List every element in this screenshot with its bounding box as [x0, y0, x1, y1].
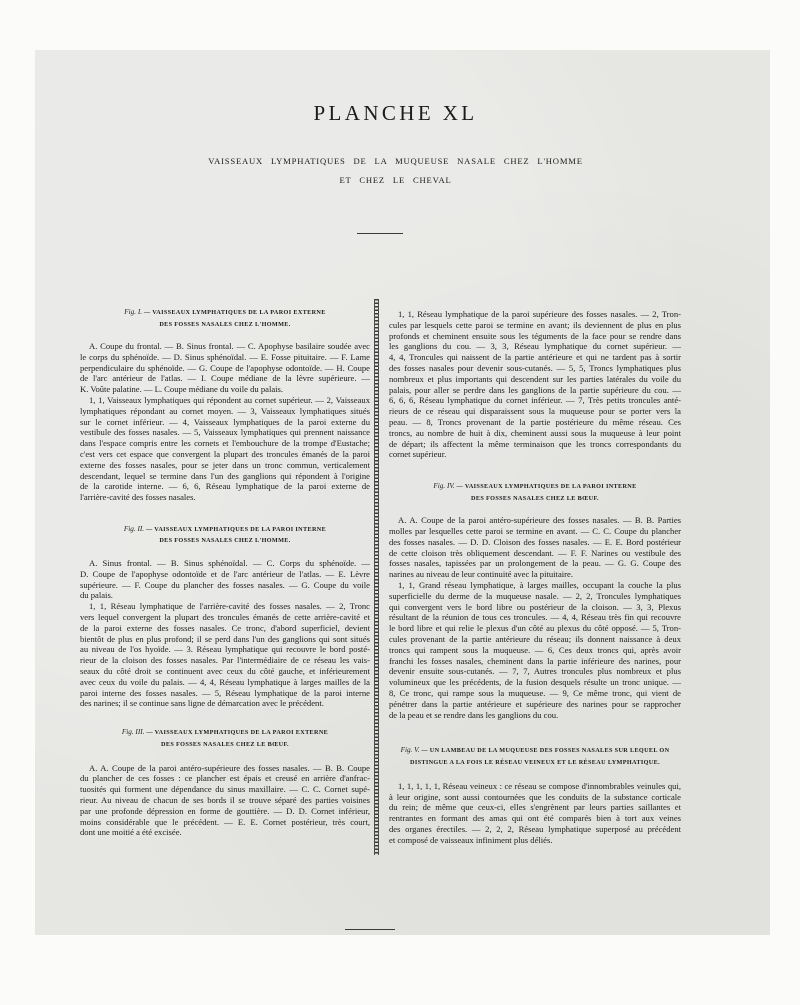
figure-label: Fig. V.	[400, 746, 420, 755]
text-line: superficielle du derme de la muqueuse nasale. — 2, 2, Troncules lymphatiques	[389, 590, 681, 601]
text-line: palais, pour aller se perdre dans les ganglions de la partie supérieure du cou. —	[389, 384, 681, 395]
figure-heading-fig-2	[80, 524, 370, 547]
left-column	[80, 307, 370, 838]
heading-text: — UN LAMBEAU DE LA MUQUEUSE DES FOSSES NASALES SUR LEQUEL ON	[421, 747, 670, 755]
text-line: A. Coupe du frontal. — B. Sinus frontal. — C. Apophyse basilaire soudée avec	[89, 341, 370, 351]
text-line: vers lequel convergent la plupart des troncules émanés de cette arrière-cavité et	[80, 611, 370, 622]
text-line: devenir ensuite sous-cutanés. — 7, 7, Autres troncules plus nombreux et plus	[389, 666, 681, 677]
text-line: rieur de la cloison des fosses nasales. Par l'intermédiaire de ce réseau les vais-	[80, 655, 370, 666]
text-line: troncs, au nombre de huit à dix, cheminent aussi sous la muqueuse à leur point	[389, 427, 681, 438]
figure-label: Fig. I.	[124, 308, 143, 316]
text-line: molles par lesquelles cette paroi se termine en avant. — C. C. Coupe du plancher	[389, 525, 681, 536]
text-line: narines au niveau de leur continuité avec la pituitaire.	[389, 569, 573, 580]
footer-rule	[345, 929, 395, 930]
heading-line	[389, 745, 681, 757]
heading-text: — VAISSEAUX LYMPHATIQUES DE LA PAROI EXTERNE	[143, 309, 326, 316]
text-line: c'est vers cet espace que convergent la plupart des troncules émanés de la paroi	[80, 448, 370, 459]
legend-paragraph	[80, 601, 370, 709]
text-line: de la carotide interne. — 6, 6, Réseau lymphatique de la paroi externe de	[80, 481, 370, 492]
legend-paragraph	[389, 515, 681, 580]
text-line: vestibule des fosses nasales. — 5, Vaisseaux lymphatiques qui prennent naissance	[80, 427, 370, 438]
text-line: paroi interne des fosses nasales. — 5, Réseau lymphatique de la paroi interne	[80, 687, 370, 698]
text-line: dont une moitié a été excisée.	[80, 827, 182, 838]
text-line: moins considérable que le précédent. — E. E. Cornet postérieur, très court,	[80, 816, 370, 827]
plate-subtitle	[0, 152, 791, 190]
text-line: et composé de vaisseaux infiniment plus déliés.	[389, 834, 553, 845]
text-line: les ganglions du cou. — 3, 3, Réseau lymphatique du cornet supérieur. —	[389, 341, 681, 352]
legend-paragraph	[389, 580, 681, 720]
text-line: perpendiculaire du sphénoïde. — G. Coupe de l'apophyse odontoïde. — H. Coupe	[80, 362, 370, 373]
text-line: 1, 1, Réseau lymphatique de la paroi supérieure des fosses nasales. — 2, Tron-	[398, 309, 681, 319]
figure-heading-fig-5	[389, 745, 681, 768]
subtitle-line: VAISSEAUX LYMPHATIQUES DE LA MUQUEUSE NASALE CHEZ L'HOMME	[208, 156, 583, 166]
column-divider-ornament	[374, 299, 379, 855]
text-line: des organes érectiles. — 2, 2, 2, Réseau lymphatique superposé au précédent	[389, 823, 681, 834]
title-divider-rule	[357, 233, 403, 234]
text-line: qui convergent vers le bord libre ou postérieur de la cloison. — 3, 3, Plexus	[389, 601, 681, 612]
figure-label: Fig. III.	[121, 728, 145, 737]
text-line: avec ceux du voile du palais. — 4, 4, Réseau lymphatique à larges mailles de la	[80, 676, 370, 687]
heading-line: DES FOSSES NASALES CHEZ L'HOMME.	[159, 537, 291, 545]
text-line: 1, 1, Grand réseau lymphatique, à larges mailles, occupant la couche la plus	[398, 579, 681, 590]
text-line: résultant de la réunion de tous ces troncules. — 4, 4, Réseau très fin qui recouvre	[389, 612, 681, 623]
text-line: rieurs de ce réseau qui disparaissent sous la muqueuse pour se porter vers la	[389, 406, 681, 417]
text-line: dans l'espace compris entre les cornets et l'embouchure de la trompe d'Eustache;	[80, 438, 370, 449]
heading-line	[389, 481, 681, 493]
legend-paragraph	[389, 309, 681, 460]
heading-text: — VAISSEAUX LYMPHATIQUES DE LA PAROI INTERNE	[456, 483, 637, 491]
text-line: 1, 1, Vaisseaux lymphatiques qui répondent au cornet supérieur. — 2, Vaisseaux	[89, 394, 370, 405]
heading-line: DISTINGUE A LA FOIS LE RÉSEAU VEINEUX ET LE RÉSEAU LYMPHATIQUE.	[410, 758, 660, 766]
text-line: cules par lesquels cette paroi se termine en avant; ils deviennent de plus en plus	[389, 319, 681, 330]
text-line: 4, 4, Troncules qui naissent de la partie antérieure et qui ne tardent pas à sortir	[389, 352, 681, 363]
figure-heading-fig-3	[80, 727, 370, 750]
text-line: tuosités qui forment une dépendance du sinus maxillaire. — C. C. Cornet supé-	[80, 784, 370, 795]
text-line: 1, 1, Réseau lymphatique de l'arrière-cavité des fosses nasales. — 2, Tronc	[89, 601, 370, 612]
heading-text: — VAISSEAUX LYMPHATIQUES DE LA PAROI INTERNE	[145, 525, 327, 533]
text-line: 8, Ce tronc, qui rampe sous la muqueuse. — 9, Ce même tronc, qui vient de	[389, 687, 681, 698]
text-line: 1, 1, 1, 1, 1, Réseau veineux : ce réseau se compose d'innombrables veinules qui,	[398, 780, 681, 791]
heading-line	[80, 307, 370, 319]
legend-paragraph	[80, 341, 370, 395]
text-line: l'arrière-cavité des fosses nasales.	[80, 492, 196, 503]
legend-paragraph	[80, 558, 370, 601]
figure-heading-fig-4	[389, 481, 681, 504]
text-line: du rein; de même que ceux-ci, elles s'engrènent par leurs parties saillantes et	[389, 802, 681, 813]
text-line: par une profonde dépression en forme de gouttière. — D. D. Cornet inférieur,	[80, 805, 370, 816]
text-line: franchi les fosses nasales, cheminent dans la partie inférieure des narines, pour	[389, 655, 681, 666]
text-line: le bord libre et qui relie le plexus d'un côté au plexus du côté opposé. — 5, Tron-	[389, 623, 681, 634]
text-line: de départ; ils affectent la même terminaison que les troncs correspondants du	[389, 438, 681, 449]
text-line: K. Voûte palatine. — L. Coupe médiane du voile du palais.	[80, 384, 284, 395]
text-line: troncs qui rampent sous la muqueuse. — 6, Ces deux troncs qui, après avoir	[389, 644, 681, 655]
subtitle-line: ET CHEZ LE CHEVAL	[339, 175, 452, 185]
text-line: lymphatiques répondant au cornet moyen. — 3, Vaisseaux lymphatiques situés	[80, 405, 370, 416]
legend-paragraph	[389, 781, 681, 846]
text-line: à leur origine, sont aussi contournées que les conduits de la substance corticale	[389, 791, 681, 802]
legend-paragraph	[80, 395, 370, 503]
text-line: rieur. Au niveau de chacun de ses bords il se trouve séparé des parties voisines	[80, 795, 370, 805]
legend-paragraph	[80, 763, 370, 839]
text-line: 6, 6, 6, Réseau lymphatique du cornet inférieur. — 7, Très petits troncules anté-	[389, 395, 681, 406]
heading-line: DES FOSSES NASALES CHEZ LE BŒUF.	[161, 740, 289, 748]
right-column	[389, 309, 681, 846]
text-line: de cette cloison très obliquement descendant. — F. F. Narines ou vestibule des	[389, 547, 681, 558]
text-line: descendant, lequel se termine dans l'un des ganglions qui répondent à l'origine	[80, 470, 370, 481]
text-line: A. A. Coupe de la paroi antéro-supérieure des fosses nasales. — B. B. Parties	[398, 515, 681, 526]
text-line: de la paroi externe des fosses nasales. Ce tronc, d'abord superficiel, devient	[80, 622, 370, 633]
text-line: externe des fosses nasales, pour se jeter dans un tronc commun, verticalement	[80, 459, 370, 470]
heading-line: DES FOSSES NASALES CHEZ LE BŒUF.	[471, 494, 599, 502]
text-line: le corps du sphénoïde. — D. Sinus sphénoïdal. — E. Fosse pituitaire. — F. Lame	[80, 351, 370, 362]
text-line: cornet supérieur.	[389, 449, 447, 460]
heading-text: — VAISSEAUX LYMPHATIQUES DE LA PAROI EXTERNE	[146, 729, 329, 737]
text-line: supérieure. — F. Coupe du plancher des fosses nasales. — G. Coupe du voile	[80, 579, 370, 590]
heading-line	[80, 727, 370, 739]
text-line: au niveau de l'os hyoïde. — 3. Réseau lymphatique qui recouvre le bord posté-	[80, 644, 370, 655]
heading-line	[80, 524, 370, 536]
text-line: de la peau et se rendre dans les ganglions du cou.	[389, 709, 559, 720]
figure-label: Fig. IV.	[433, 482, 455, 491]
text-line: du palais.	[80, 590, 113, 601]
text-line: fosses nasales, tapissées par un prolongement de la peau. — G. G. Coupe des	[389, 558, 681, 569]
text-line: du plancher de ces fosses : ce plancher est épais et creusé en arrière d'anfrac-	[80, 773, 370, 784]
figure-heading-fig-1	[80, 307, 370, 330]
text-line: rentrantes en formant des amas qui ont été comparés bien à tort aux veines	[389, 813, 681, 824]
text-line: des fosses nasales. — D. D. Cloison des fosses nasales. — E. E. Bord postérieur	[389, 536, 681, 547]
heading-line: DES FOSSES NASALES CHEZ L'HOMME.	[159, 320, 291, 328]
text-line: de l'arc antérieur de l'atlas. — I. Coupe médiane de la lèvre supérieure. —	[80, 373, 370, 384]
text-line: volumineux que les précédents, de la fusion desquels résulte un tronc unique. —	[389, 677, 681, 688]
figure-label: Fig. II.	[123, 524, 145, 533]
text-line: pénétrer dans la partie antérieure et supérieure des narines pour se rapprocher	[389, 698, 681, 709]
text-line: profonds et cheminent ensuite sous les téguments de la face pour se rendre dans	[389, 330, 681, 341]
text-line: A. A. Coupe de la paroi antéro-supérieure des fosses nasales. — B. B. Coupe	[89, 762, 370, 773]
text-line: A. Sinus frontal. — B. Sinus sphénoïdal. — C. Corps du sphénoïde. —	[89, 557, 370, 568]
text-line: des narines; il se continue sans ligne de démarcation avec le précédent.	[80, 698, 324, 709]
text-line: D. Coupe de l'apophyse odontoïde et de l'arc antérieur de l'atlas. — E. Lèvre	[80, 568, 370, 579]
text-line: sur le cornet inférieur. — 4, Vaisseaux lymphatiques de la paroi externe du	[80, 416, 370, 427]
text-line: seaux du côté droit se continuent avec ceux du côté gauche, et inférieurement	[80, 665, 370, 676]
text-line: des fosses nasales pour devenir sous-cutanés. — 5, 5, Troncs lymphatiques plus	[389, 362, 681, 373]
text-line: peau. — 8, Troncs provenant de la partie postérieure du même réseau. Ces	[389, 416, 681, 427]
text-line: bientôt de plus en plus profond; il se perd dans l'un des ganglions qui sont situés	[80, 633, 370, 644]
text-line: nombreux et plus importants qui descendent sur les parties latérales du voile du	[389, 373, 681, 384]
plate-title: PLANCHE XL	[313, 101, 478, 125]
text-line: cules provenant de la partie antérieure du réseau; ils donnent naissance à deux	[389, 633, 681, 644]
